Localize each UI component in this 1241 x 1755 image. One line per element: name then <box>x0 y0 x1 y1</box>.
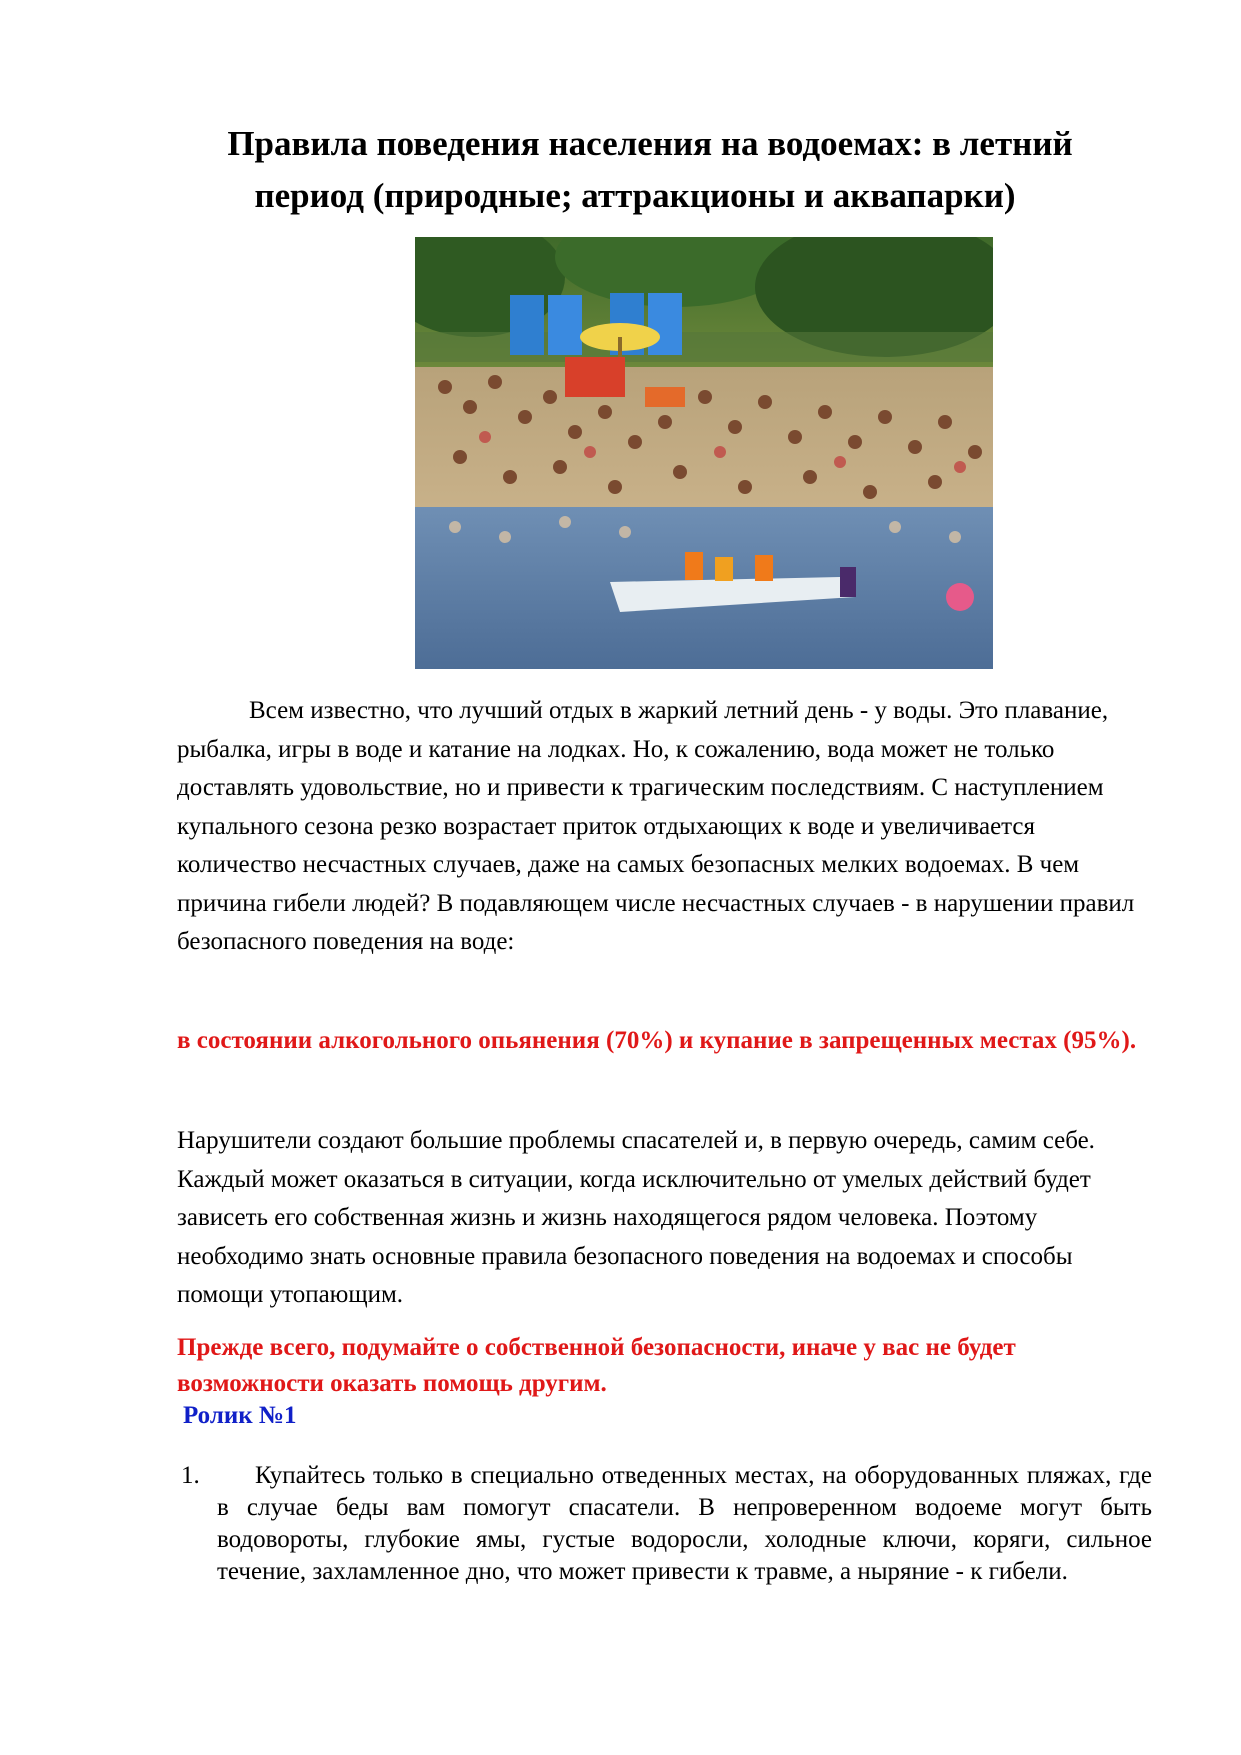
violators-paragraph: Нарушители создают большие проблемы спасателей и, в первую очередь, самим себе. Каждый может оказаться в ситуации, когда исключительно от умелых действий будет зависеть его собственная жизнь и жизнь находящегося рядом человека. Поэтому необходимо знать основные правила безопасного поведения на водоемах и способы помощи утопающим. <box>177 1127 1095 1308</box>
list-item-number: 1. <box>181 1462 200 1489</box>
title-line-1: Правила поведения населения на водоемах: в летний <box>227 124 1073 163</box>
list-item-body <box>217 1460 1152 1588</box>
intro-paragraph <box>177 692 1137 962</box>
title-line-2: период (природные; аттракционы и аквапарки) <box>254 176 1016 215</box>
page-title <box>150 118 1150 222</box>
statistics-warning: в состоянии алкогольного опьянения (70%) и купание в запрещенных местах (95%). <box>177 1027 1137 1054</box>
safety-warning: Прежде всего, подумайте о собственной безопасности, иначе у вас не будет возможности оказать помощь другим. <box>177 1334 1016 1397</box>
beach-photo <box>415 237 993 669</box>
video-link[interactable]: Ролик №1 <box>183 1402 297 1429</box>
list-item <box>177 1460 1152 1588</box>
intro-text: Всем известно, что лучший отдых в жаркий летний день - у воды. Это плавание, рыбалка, игры в воде и катание на лодках. Но, к сожалению, вода может не только доставлять удовольствие, но и привести к трагическим последствиям. С наступлением купального сезона резко возрастает приток отдыхающих к воде и увеличивается количество несчастных случаев, даже на самых безопасных мелких водоемах. В чем причина гибели людей? В подавляющем числе несчастных случаев - в нарушении правил безопасного поведения на воде: <box>177 697 1135 955</box>
list-item-text: Купайтесь только в специально отведенных местах, на оборудованных пляжах, где в случае беды вам помогут спасатели. В непроверенном водоеме могут быть водовороты, глубокие ямы, густые водоросли, холодные ключи, коряги, сильное течение, захламленное дно, что может привести к травме, а ныряние - к гибели. <box>217 1462 1152 1585</box>
